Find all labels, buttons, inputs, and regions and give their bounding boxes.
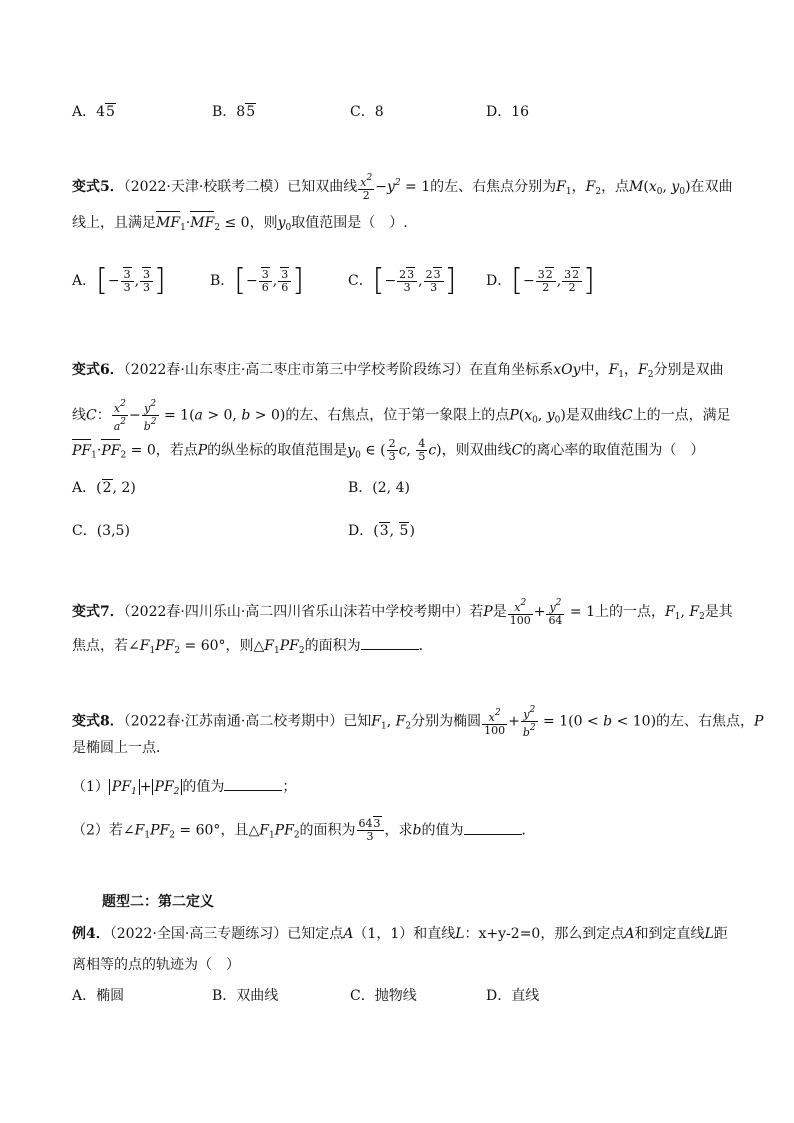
- answer-blank[interactable]: [464, 820, 522, 835]
- question-6-line-3: $PF_1\cdot PF_2 = 0$，若点P的纵坐标的取值范围是$y_0$ ∈ ( $\frac{2}{3}$ c, $\frac{4}{5}$ c)，则双曲线C的离心率的取值范围为（ ）: [72, 437, 705, 463]
- example-4-option-a: A．椭圆: [72, 988, 125, 1004]
- question-5-line-1: 变式5．（2022·天津·校联考二模）已知双曲线 $\frac{x^2}{2}$ $-y^2 = 1$的左、右焦点分别为$F_1$，$F_2$，点$M(x_0$, $y_0$)在双曲: [72, 173, 733, 202]
- example-4-line-1: 例4．（2022·全国·高三专题练习）已知定点A（1，1）和直线L：x+y-2=0，那么到定点A和到定直线L距: [72, 926, 728, 942]
- example-4-option-b: B．双曲线: [212, 988, 279, 1004]
- question-7-line-2: 焦点，若$\angle F_1PF_2 = 60^\circ$，则$\triangle F_1PF_2$的面积为 ．: [72, 635, 433, 661]
- example-4-line-2: 离相等的点的轨迹为（ ）: [72, 957, 240, 973]
- question-5-option-b: B．[− $\frac{3}{6}$ , $\frac{3}{6}$ ]: [210, 263, 304, 298]
- question-5-line-2: 线上，且满足$MF_1\cdot MF_2 \le 0$，则$y_0$取值范围是（ ）.: [72, 215, 408, 233]
- option-d: D．16: [486, 104, 530, 120]
- question-8-part-2: （2）若$\angle F_1PF_2 = 60^\circ$，且$\triangle F_1PF_2$的面积为 $\frac{643}{3}$ ，求b的值为 ．: [72, 817, 536, 843]
- option-b: B．85: [212, 104, 256, 120]
- question-6-option-a: A．(2, 2): [72, 480, 136, 496]
- question-8-line-1: 变式8．（2022春·江苏南通·高二校考期中）已知$F_1$, $F_2$分别为椭圆 $\frac{x^2}{100}$ + $\frac{y^2}{b^2}$ = 1(0 < b < 10)的左、右焦点，P: [72, 705, 764, 739]
- option-a: A．45: [72, 104, 115, 120]
- question-6-line-2: 线C： $\frac{x^2}{a^2}$ − $\frac{y^2}{b^2}$ = 1(a > 0, b > 0)的左、右焦点，位于第一象限上的点$P(x_0$, $y_0$)是双曲线C上的一点，满足: [72, 399, 731, 433]
- question-6-option-c: C．(3,5): [72, 523, 130, 539]
- question-6-option-b: B．(2, 4): [348, 480, 410, 496]
- answer-blank[interactable]: [224, 776, 282, 791]
- example-4-option-d: D．直线: [486, 988, 540, 1004]
- question-6-option-d: D．(3, 5): [348, 523, 415, 539]
- question-7-line-1: 变式7．（2022春·四川乐山·高二四川省乐山沫若中学校考期中）若P是 $\frac{x^2}{100}$ + $\frac{y^2}{64}$ = 1上的一点，$F_1$, $F_2$是其: [72, 598, 733, 627]
- question-5-option-a: A．[− $\frac{3}{3}$ , $\frac{3}{3}$ ]: [72, 263, 166, 298]
- section-heading: 题型二：第二定义: [102, 894, 214, 910]
- question-8-part-1: （1） $PF_1 + PF_2$ 的值为 ；: [72, 776, 296, 802]
- option-c: C．8: [350, 104, 384, 120]
- question-6-line-1: 变式6．（2022春·山东枣庄·高二枣庄市第三中学校考阶段练习）在直角坐标系xOy中，$F_1$，$F_2$分别是双曲: [72, 362, 724, 380]
- question-8-line-2: 是椭圆上一点．: [72, 740, 170, 756]
- example-4-option-c: C．抛物线: [350, 988, 417, 1004]
- answer-blank[interactable]: [361, 635, 419, 650]
- question-5-option-d: D．[− $\frac{32}{2}$ , $\frac{32}{2}$ ]: [486, 263, 595, 298]
- question-5-option-c: C．[− $\frac{23}{3}$ , $\frac{23}{3}$ ]: [348, 263, 457, 298]
